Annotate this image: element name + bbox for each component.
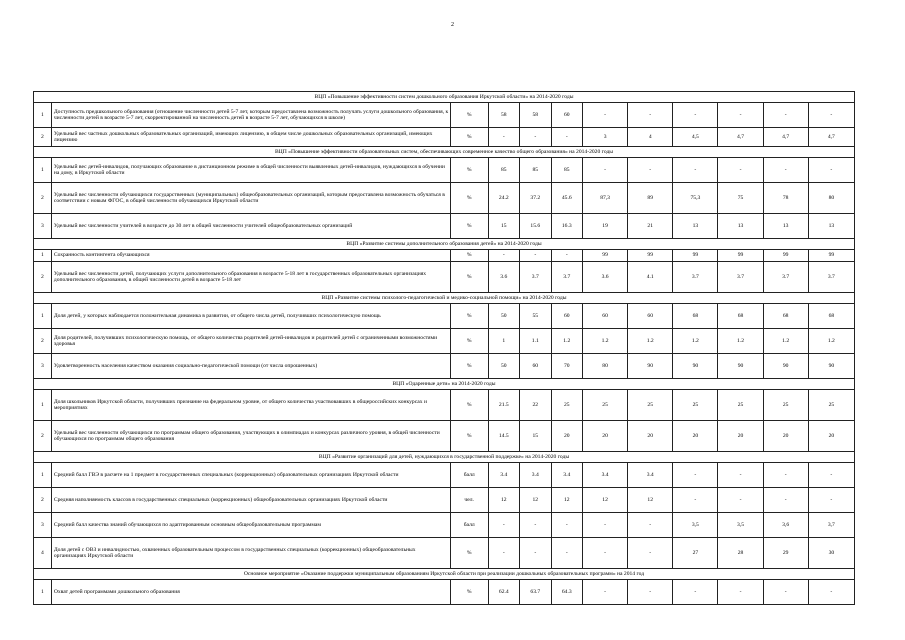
unit-cell: % <box>450 329 488 354</box>
value-cell: 1.2 <box>673 329 718 354</box>
value-cell: 20 <box>718 421 763 452</box>
indicator-name: Удельный вес численности учителей в возрасте до 30 лет в общей численности учителей общеобразовательных организаций <box>51 214 450 239</box>
value-cell: 90 <box>718 354 763 379</box>
indicator-name: Удельный вес численности обучающихся государственных (муниципальных) общеобразовательных организаций, которым предоставлена возможность обучаться в соответствии с новым ФГОС, в общей численности обучающихся Иркутской области <box>51 183 450 214</box>
unit-cell: % <box>450 538 488 569</box>
value-cell: - <box>520 538 551 569</box>
value-cell: 15.6 <box>520 214 551 239</box>
value-cell: 3.6 <box>488 262 519 293</box>
value-cell: 37.2 <box>520 183 551 214</box>
value-cell: 22 <box>520 390 551 421</box>
table-row <box>34 488 855 513</box>
value-cell: 25 <box>551 390 582 421</box>
row-number: 2 <box>34 421 52 452</box>
value-cell: 25 <box>583 390 628 421</box>
value-cell: - <box>763 488 808 513</box>
value-cell: - <box>583 158 628 183</box>
value-cell: 99 <box>763 250 808 262</box>
table-row <box>34 421 855 452</box>
value-cell: 1.2 <box>551 329 582 354</box>
value-cell: 60 <box>583 304 628 329</box>
value-cell: 13 <box>763 214 808 239</box>
table-row <box>34 304 855 329</box>
section-title: ВЦП «Повышение эффективности образовательных систем, обеспечивающих современное качество общего образования» на 2014-2020 годы <box>34 147 855 158</box>
value-cell: 87,3 <box>583 183 628 214</box>
unit-cell: % <box>450 354 488 379</box>
value-cell: 12 <box>583 488 628 513</box>
value-cell: 3.6 <box>583 262 628 293</box>
value-cell: 3,5 <box>718 513 763 538</box>
value-cell: - <box>551 538 582 569</box>
value-cell: - <box>488 250 519 262</box>
value-cell: 75 <box>718 183 763 214</box>
value-cell: 50 <box>488 354 519 379</box>
value-cell: - <box>520 128 551 147</box>
unit-cell: балл <box>450 513 488 538</box>
table-row <box>34 262 855 293</box>
value-cell: - <box>628 538 673 569</box>
value-cell: - <box>763 158 808 183</box>
value-cell: 3.4 <box>488 463 519 488</box>
value-cell: - <box>718 580 763 605</box>
unit-cell: % <box>450 390 488 421</box>
value-cell: 29 <box>763 538 808 569</box>
value-cell: 99 <box>583 250 628 262</box>
value-cell: 50 <box>488 304 519 329</box>
row-number: 3 <box>34 513 52 538</box>
indicator-name: Средняя наполняемость классов в государственных специальных (коррекционных) общеобразовательных организациях Иркутской области <box>51 488 450 513</box>
value-cell: 21 <box>628 214 673 239</box>
value-cell: 13 <box>808 214 854 239</box>
value-cell: 20 <box>808 421 854 452</box>
value-cell: - <box>628 158 673 183</box>
value-cell: - <box>583 580 628 605</box>
value-cell: 20 <box>583 421 628 452</box>
indicator-name: Удовлетворенность населения качеством оказания социально-педагогической помощи (от числа опрошенных) <box>51 354 450 379</box>
value-cell: 80 <box>808 183 854 214</box>
value-cell: - <box>718 463 763 488</box>
value-cell: - <box>628 513 673 538</box>
value-cell: 1.1 <box>520 329 551 354</box>
value-cell: - <box>673 488 718 513</box>
value-cell: 15 <box>488 214 519 239</box>
value-cell: 64.3 <box>551 580 582 605</box>
value-cell: 15 <box>520 421 551 452</box>
table-row <box>34 250 855 262</box>
section-title: Основное мероприятие «Оказание поддержки муниципальным образованиям Иркутской области при реализации дошкольных образовательных программ» на 2014 год <box>34 569 855 580</box>
section-title: ВЦП «Развитие организаций для детей, нуждающихся в государственной поддержке» на 2014-2020 годы <box>34 452 855 463</box>
section-header-row <box>34 452 855 463</box>
row-number: 2 <box>34 329 52 354</box>
section-title: ВЦП «Повышение эффективности систем дошкольного образования Иркутской области» на 2014-2020 годы <box>34 92 855 103</box>
value-cell: 68 <box>718 304 763 329</box>
value-cell: 3.7 <box>673 262 718 293</box>
value-cell: - <box>673 580 718 605</box>
value-cell: - <box>551 128 582 147</box>
section-title: ВЦП «Одаренные дети» на 2014-2020 годы <box>34 379 855 390</box>
value-cell: - <box>718 158 763 183</box>
value-cell: 80 <box>583 354 628 379</box>
value-cell: 13 <box>718 214 763 239</box>
indicator-name: Доля детей, у которых наблюдается положительная динамика в развитии, от общего числа детей, получивших психологическую помощь <box>51 304 450 329</box>
value-cell: 4.1 <box>628 262 673 293</box>
row-number: 1 <box>34 463 52 488</box>
value-cell: 20 <box>628 421 673 452</box>
unit-cell: % <box>450 304 488 329</box>
value-cell: 3 <box>583 128 628 147</box>
indicator-name: Средний балл качества знаний обучающихся по адаптированным основным общеобразовательным программам <box>51 513 450 538</box>
value-cell: 99 <box>673 250 718 262</box>
indicator-name: Удельный вес детей-инвалидов, получающих образование в дистанционном режиме в общей численности выявленных детей-инвалидов, нуждающихся в обучении на дому, в Иркутской области <box>51 158 450 183</box>
value-cell: 20 <box>763 421 808 452</box>
table-row <box>34 538 855 569</box>
value-cell: - <box>488 538 519 569</box>
value-cell: 13 <box>673 214 718 239</box>
value-cell: 1.2 <box>583 329 628 354</box>
value-cell: 21.5 <box>488 390 519 421</box>
row-number: 1 <box>34 390 52 421</box>
unit-cell: % <box>450 128 488 147</box>
row-number: 1 <box>34 250 52 262</box>
unit-cell: % <box>450 262 488 293</box>
value-cell: 68 <box>763 304 808 329</box>
value-cell: 3.7 <box>718 262 763 293</box>
value-cell: 25 <box>763 390 808 421</box>
section-header-row <box>34 379 855 390</box>
table-row <box>34 183 855 214</box>
value-cell: - <box>520 250 551 262</box>
unit-cell: чел. <box>450 488 488 513</box>
value-cell: - <box>718 488 763 513</box>
value-cell: - <box>551 250 582 262</box>
value-cell: 27 <box>673 538 718 569</box>
section-header-row <box>34 569 855 580</box>
table-row <box>34 158 855 183</box>
value-cell: 25 <box>673 390 718 421</box>
value-cell: 16.3 <box>551 214 582 239</box>
value-cell: 4,5 <box>673 128 718 147</box>
unit-cell: % <box>450 580 488 605</box>
indicator-name: Средний балл ГВЭ в расчете на 1 предмет в государственных специальных (коррекционных) образовательных организациях Иркутской области <box>51 463 450 488</box>
table-row <box>34 580 855 605</box>
table-row <box>34 103 855 128</box>
value-cell: 99 <box>808 250 854 262</box>
value-cell: 20 <box>673 421 718 452</box>
value-cell: 4 <box>628 128 673 147</box>
value-cell: 1.2 <box>718 329 763 354</box>
value-cell: 99 <box>628 250 673 262</box>
value-cell: 90 <box>673 354 718 379</box>
row-number: 1 <box>34 580 52 605</box>
value-cell: 70 <box>551 354 582 379</box>
value-cell: - <box>628 580 673 605</box>
value-cell: 30 <box>808 538 854 569</box>
row-number: 2 <box>34 262 52 293</box>
value-cell: 14.5 <box>488 421 519 452</box>
table-row <box>34 390 855 421</box>
row-number: 3 <box>34 214 52 239</box>
value-cell: - <box>583 538 628 569</box>
value-cell: 3.4 <box>583 463 628 488</box>
indicator-name: Доля детей с ОВЗ и инвалидностью, охваченных образовательным процессом в государственных специальных (коррекционных) общеобразовательных организациях Иркутской области <box>51 538 450 569</box>
value-cell: 12 <box>628 488 673 513</box>
value-cell: 90 <box>763 354 808 379</box>
value-cell: 75,3 <box>673 183 718 214</box>
value-cell: 45.6 <box>551 183 582 214</box>
value-cell: 60 <box>520 354 551 379</box>
unit-cell: % <box>450 250 488 262</box>
table-row <box>34 128 855 147</box>
value-cell: 68 <box>673 304 718 329</box>
row-number: 4 <box>34 538 52 569</box>
value-cell: 12 <box>551 488 582 513</box>
value-cell: - <box>763 103 808 128</box>
value-cell: - <box>488 513 519 538</box>
row-number: 1 <box>34 103 52 128</box>
value-cell: 3,7 <box>808 513 854 538</box>
section-header-row <box>34 92 855 103</box>
value-cell: - <box>763 463 808 488</box>
value-cell: - <box>583 513 628 538</box>
indicator-name: Удельный вес частных дошкольных образовательных организаций, имеющих лицензию, в общем числе дошкольных образовательных организаций, имеющих лицензию <box>51 128 450 147</box>
value-cell: - <box>763 580 808 605</box>
value-cell: 3.4 <box>551 463 582 488</box>
value-cell: 1.2 <box>628 329 673 354</box>
value-cell: 4,7 <box>808 128 854 147</box>
row-number: 1 <box>34 158 52 183</box>
value-cell: - <box>488 128 519 147</box>
value-cell: 85 <box>520 158 551 183</box>
value-cell: 12 <box>520 488 551 513</box>
value-cell: - <box>583 103 628 128</box>
value-cell: 3,5 <box>673 513 718 538</box>
value-cell: - <box>551 513 582 538</box>
row-number: 2 <box>34 488 52 513</box>
table-row <box>34 329 855 354</box>
indicator-name: Доля школьников Иркутской области, получивших признание на федеральном уровне, от общего количества участвовавших в общероссийских конкурсах и мероприятиях <box>51 390 450 421</box>
section-header-row <box>34 239 855 250</box>
value-cell: - <box>808 463 854 488</box>
unit-cell: балл <box>450 463 488 488</box>
value-cell: - <box>808 488 854 513</box>
row-number: 2 <box>34 128 52 147</box>
value-cell: 90 <box>808 354 854 379</box>
value-cell: - <box>808 103 854 128</box>
value-cell: 60 <box>551 103 582 128</box>
row-number: 1 <box>34 304 52 329</box>
indicator-name: Сохранность контингента обучающихся <box>51 250 450 262</box>
value-cell: 3.7 <box>808 262 854 293</box>
value-cell: 3.7 <box>763 262 808 293</box>
value-cell: 85 <box>488 158 519 183</box>
value-cell: 25 <box>808 390 854 421</box>
row-number: 3 <box>34 354 52 379</box>
unit-cell: % <box>450 183 488 214</box>
page-number: 2 <box>451 22 454 28</box>
indicator-name: Доступность предшкольного образования (отношение численности детей 5-7 лет, которым предоставлена возможность получать услуги дошкольного образования, к численности детей в возрасте 5-7 лет, скорректированной на численность детей в возрасте 5-7 лет, обучающихся в школе) <box>51 103 450 128</box>
value-cell: 1.2 <box>763 329 808 354</box>
value-cell: 68 <box>808 304 854 329</box>
unit-cell: % <box>450 103 488 128</box>
value-cell: - <box>673 463 718 488</box>
value-cell: 85 <box>551 158 582 183</box>
value-cell: - <box>673 103 718 128</box>
value-cell: 1 <box>488 329 519 354</box>
value-cell: 3.4 <box>520 463 551 488</box>
value-cell: 60 <box>628 304 673 329</box>
value-cell: - <box>718 103 763 128</box>
indicator-name: Охват детей программами дошкольного образования <box>51 580 450 605</box>
table-row <box>34 513 855 538</box>
value-cell: 4,7 <box>763 128 808 147</box>
value-cell: 19 <box>583 214 628 239</box>
section-header-row <box>34 147 855 158</box>
value-cell: 90 <box>628 354 673 379</box>
section-title: ВЦП «Развитие системы дополнительного образования детей» на 2014-2020 годы <box>34 239 855 250</box>
value-cell: 63.7 <box>520 580 551 605</box>
value-cell: 3,6 <box>763 513 808 538</box>
value-cell: 99 <box>718 250 763 262</box>
row-number: 2 <box>34 183 52 214</box>
value-cell: - <box>808 158 854 183</box>
unit-cell: % <box>450 214 488 239</box>
value-cell: - <box>673 158 718 183</box>
indicators-table <box>33 91 855 605</box>
value-cell: 58 <box>520 103 551 128</box>
value-cell: 89 <box>628 183 673 214</box>
value-cell: 25 <box>628 390 673 421</box>
value-cell: - <box>520 513 551 538</box>
unit-cell: % <box>450 421 488 452</box>
value-cell: 28 <box>718 538 763 569</box>
unit-cell: % <box>450 158 488 183</box>
value-cell: 4,7 <box>718 128 763 147</box>
table-row <box>34 214 855 239</box>
value-cell: 78 <box>763 183 808 214</box>
value-cell: 3.4 <box>628 463 673 488</box>
value-cell: 3.7 <box>551 262 582 293</box>
value-cell: - <box>808 580 854 605</box>
table-row <box>34 354 855 379</box>
indicator-name: Удельный вес численности обучающихся по программам общего образования, участвующих в олимпиадах и конкурсах различного уровня, в общей численности обучающихся по программам общего образования <box>51 421 450 452</box>
value-cell: 24.2 <box>488 183 519 214</box>
value-cell: 25 <box>718 390 763 421</box>
indicator-name: Доля родителей, получивших психологическую помощь, от общего количества родителей детей-инвалидов и родителей детей с ограниченными возможностями здоровья <box>51 329 450 354</box>
value-cell: 20 <box>551 421 582 452</box>
value-cell: - <box>628 103 673 128</box>
table-row <box>34 463 855 488</box>
indicator-name: Удельный вес численности детей, получающих услуги дополнительного образования в возрасте 5-18 лет в государственных образовательных организациях дополнительного образования, в общей численности детей в возрасте 5-18 лет <box>51 262 450 293</box>
value-cell: 12 <box>488 488 519 513</box>
value-cell: 55 <box>520 304 551 329</box>
value-cell: 62.4 <box>488 580 519 605</box>
value-cell: 58 <box>488 103 519 128</box>
value-cell: 60 <box>551 304 582 329</box>
value-cell: 3.7 <box>520 262 551 293</box>
value-cell: 1.2 <box>808 329 854 354</box>
section-header-row <box>34 293 855 304</box>
section-title: ВЦП «Развитие системы психолого-педагогической и медико-социальной помощи» на 2014-2020 годы <box>34 293 855 304</box>
